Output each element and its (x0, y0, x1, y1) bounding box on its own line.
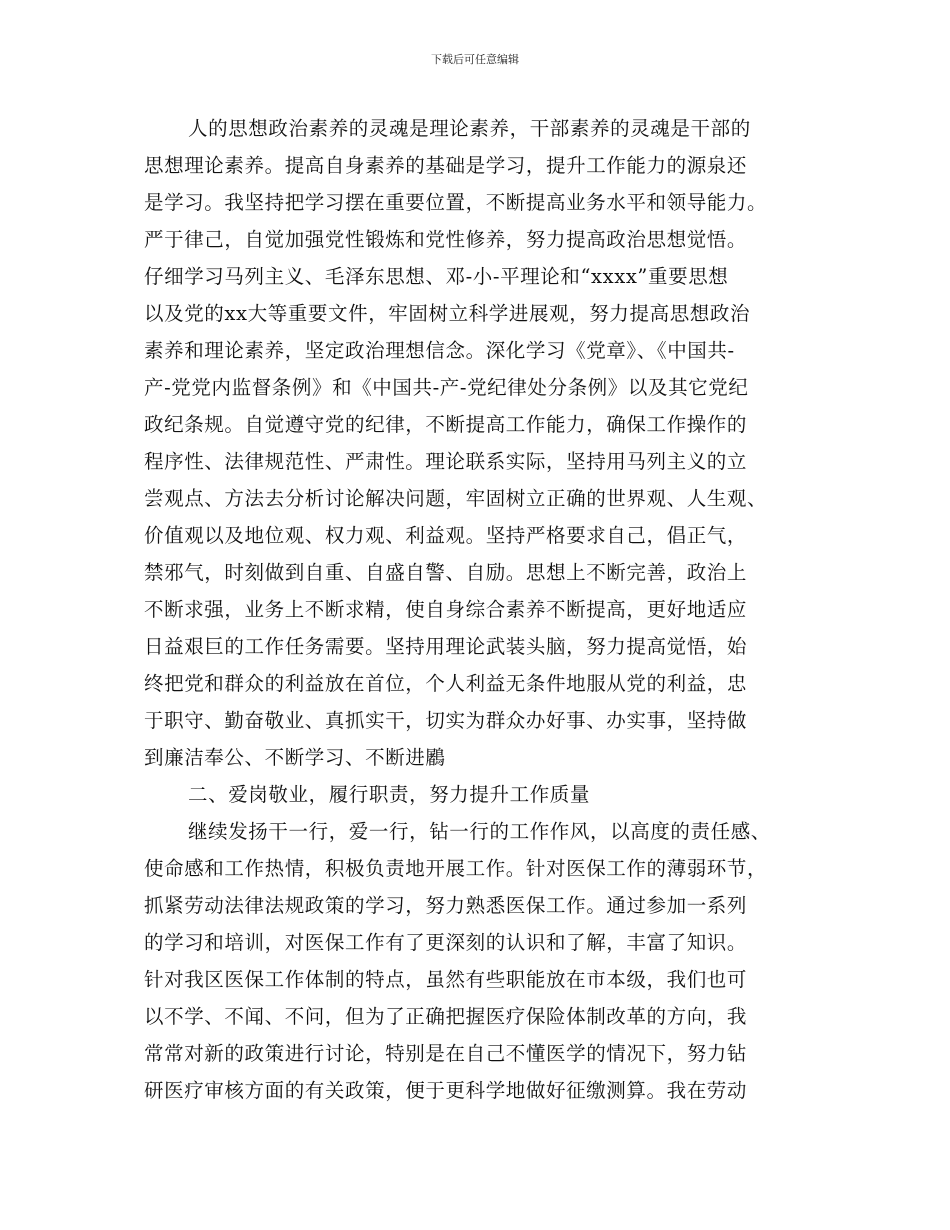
text-line: 严于律己，自觉加强党性锻炼和党性修养，努力提高政治思想觉悟。 (144, 228, 748, 251)
text-line: 政纪条规。自觉遵守党的纪律，不断提高工作能力，确保工作操作的 (144, 413, 748, 436)
text-line: 以及党的xx大等重要文件，牢固树立科学进展观，努力提高思想政治 (144, 302, 751, 325)
text-line: 产-党党内监督条例》和《中国共-产-党纪律处分条例》以及其它党纪 (144, 376, 749, 399)
page-header: 下载后可任意编辑 (431, 53, 519, 66)
text-line: 仔细学习马列主义、毛泽东思想、邓-小-平理论和“xxxx”重要思想 (144, 265, 729, 288)
text-line: 常常对新的政策进行讨论，特别是在自己不懂医学的情况下，努力钻 (144, 1042, 748, 1065)
text-line: 价值观以及地位观、权力观、利益观。坚持严格要求自己，倡正气， (144, 524, 748, 547)
text-line: 程序性、法律规范性、严肃性。理论联系实际，坚持用马列主义的立 (144, 450, 748, 473)
text-line-paragraph-start: 继续发扬干一行，爱一行，钻一行的工作作风，以高度的责任感、 (188, 820, 771, 843)
text-line: 的学习和培训，对医保工作有了更深刻的认识和了解，丰富了知识。 (144, 931, 748, 954)
text-line: 思想理论素养。提高自身素养的基础是学习，提升工作能力的源泉还 (144, 154, 748, 177)
text-line: 使命感和工作热情，积极负责地开展工作。针对医保工作的薄弱环节， (144, 857, 768, 880)
text-line: 以不学、不闻、不问，但为了正确把握医疗保险体制改革的方向，我 (144, 1005, 748, 1028)
text-line: 研医疗审核方面的有关政策，便于更科学地做好征缴测算。我在劳动 (144, 1079, 748, 1102)
text-line: 是学习。我坚持把学习摆在重要位置，不断提高业务水平和领导能力。 (144, 191, 768, 214)
text-line: 不断求强，业务上不断求精，使自身综合素养不断提高，更好地适应 (144, 598, 748, 621)
text-line: 针对我区医保工作体制的特点，虽然有些职能放在市本级，我们也可 (144, 968, 748, 991)
text-line: 尝观点、方法去分析讨论解决问题，牢固树立正确的世界观、人生观、 (144, 487, 768, 510)
document-body (144, 110, 824, 1109)
text-line: 抓紧劳动法律法规政策的学习，努力熟悉医保工作。通过参加一系列 (144, 894, 748, 917)
text-line: 到廉洁奉公、不断学习、不断进鷵 (144, 746, 446, 769)
text-line: 禁邪气，时刻做到自重、自盛自警、自励。思想上不断完善，政治上 (144, 561, 748, 584)
text-line-paragraph-start: 人的思想政治素养的灵魂是理论素养，干部素养的灵魂是干部的 (188, 117, 751, 140)
text-line: 于职守、勤奋敬业、真抓实干，切实为群众办好事、办实事，坚持做 (144, 709, 748, 732)
text-line: 素养和理论素养，坚定政治理想信念。深化学习《党章》、《中国共- (144, 339, 735, 362)
section-heading: 二、爱岗敬业，履行职责，努力提升工作质量 (188, 783, 591, 806)
text-line: 日益艰巨的工作任务需要。坚持用理论武装头脑，努力提高觉悟，始 (144, 635, 748, 658)
text-line: 终把党和群众的利益放在首位，个人利益无条件地服从党的利益，忠 (144, 672, 748, 695)
